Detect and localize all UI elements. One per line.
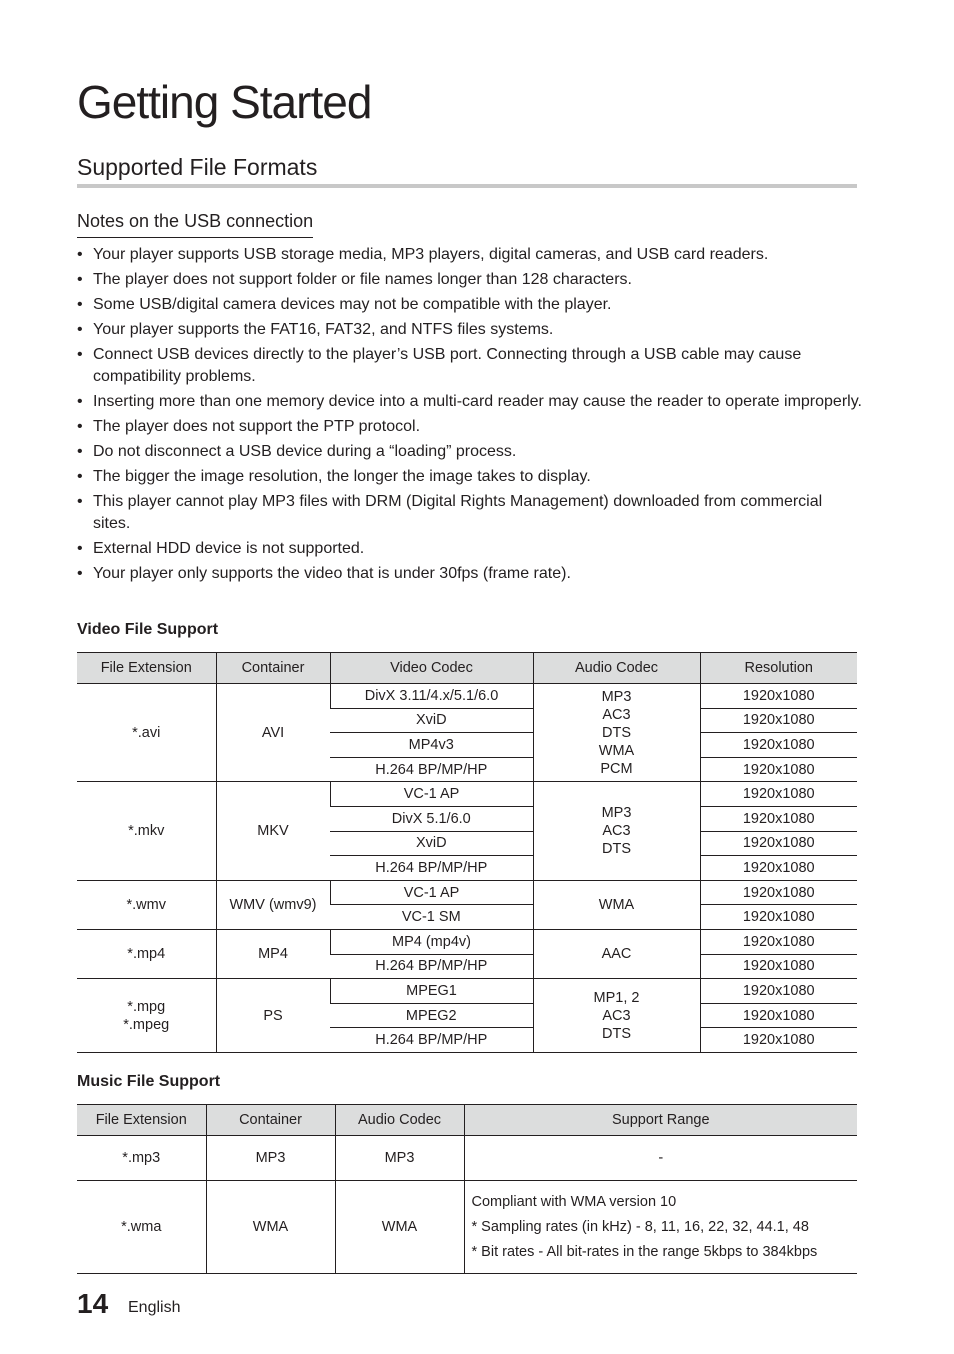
container-cell: WMV (wmv9) xyxy=(216,880,330,929)
note-item xyxy=(77,344,862,388)
note-item xyxy=(77,269,862,291)
note-text: External HDD device is not supported. xyxy=(93,540,365,557)
header-resolution: Resolution xyxy=(700,653,857,684)
notes-title: Notes on the USB connection xyxy=(77,208,313,238)
audio-codec-cell xyxy=(533,979,700,1053)
video-codec-cell: XviD xyxy=(330,831,533,856)
header-file-extension: File Extension xyxy=(77,1105,206,1136)
file-extension-cell xyxy=(77,684,216,782)
video-codec-cell: VC-1 SM xyxy=(330,905,533,930)
file-extension: *.avi xyxy=(132,724,161,741)
audio-codec: DTS xyxy=(602,724,631,741)
note-text: Connect USB devices directly to the player’s USB port. Connecting through a USB cable may cause compatibility problems. xyxy=(93,346,802,385)
audio-codec-cell: MP3 xyxy=(335,1136,464,1181)
audio-codec-cell xyxy=(533,684,700,782)
note-text: Your player supports USB storage media, MP3 players, digital cameras, and USB card readers. xyxy=(93,246,769,263)
bullet: • xyxy=(77,271,83,288)
support-range-line: * Sampling rates (in kHz) - 8, 11, 16, 22, 32, 44.1, 48 xyxy=(471,1218,809,1235)
audio-codec: PCM xyxy=(600,760,633,777)
file-extension-cell: *.wma xyxy=(77,1181,206,1274)
file-extension: *.wmv xyxy=(126,896,166,913)
table-row xyxy=(77,880,857,905)
music-support-heading: Music File Support xyxy=(77,1073,221,1090)
audio-codec-cell xyxy=(533,782,700,880)
resolution-cell: 1920x1080 xyxy=(700,684,857,709)
audio-codec: WMA xyxy=(598,896,635,913)
table-row xyxy=(77,1181,857,1274)
container-cell: MP3 xyxy=(206,1136,335,1181)
bullet: • xyxy=(77,418,83,435)
table-row xyxy=(77,684,857,709)
video-support-heading: Video File Support xyxy=(77,621,219,638)
note-item xyxy=(77,391,862,413)
file-extension: *.mp4 xyxy=(127,946,166,963)
support-range-line: * Bit rates - All bit-rates in the range 5kbps to 384kbps xyxy=(471,1243,818,1260)
audio-codec: DTS xyxy=(602,1025,631,1042)
video-codec-cell: MPEG1 xyxy=(330,979,533,1004)
video-codec-cell: MPEG2 xyxy=(330,1003,533,1028)
header-file-extension: File Extension xyxy=(77,653,216,684)
header-video-codec: Video Codec xyxy=(330,653,533,684)
note-text: Do not disconnect a USB device during a “loading” process. xyxy=(93,443,517,460)
file-extension: *.mpeg xyxy=(123,1016,170,1033)
table-row xyxy=(77,1136,857,1181)
video-codec-cell: VC-1 AP xyxy=(330,782,533,807)
resolution-cell: 1920x1080 xyxy=(700,929,857,954)
resolution-cell: 1920x1080 xyxy=(700,708,857,733)
note-text: Your player supports the FAT16, FAT32, and NTFS files systems. xyxy=(93,321,554,338)
file-extension-cell xyxy=(77,880,216,929)
resolution-cell: 1920x1080 xyxy=(700,856,857,881)
note-item xyxy=(77,294,862,316)
note-text: Some USB/digital camera devices may not be compatible with the player. xyxy=(93,296,612,313)
resolution-cell: 1920x1080 xyxy=(700,831,857,856)
note-item xyxy=(77,416,862,438)
resolution-cell: 1920x1080 xyxy=(700,954,857,979)
resolution-cell: 1920x1080 xyxy=(700,782,857,807)
header-container: Container xyxy=(206,1105,335,1136)
audio-codec: AC3 xyxy=(602,823,631,840)
video-codec-cell: H.264 BP/MP/HP xyxy=(330,954,533,979)
video-codec-cell: VC-1 AP xyxy=(330,880,533,905)
resolution-cell: 1920x1080 xyxy=(700,733,857,758)
resolution-cell: 1920x1080 xyxy=(700,757,857,782)
audio-codec: AC3 xyxy=(602,1007,631,1024)
audio-codec: WMA xyxy=(598,742,635,759)
support-range-line: Compliant with WMA version 10 xyxy=(471,1193,677,1210)
support-range-cell xyxy=(464,1181,857,1274)
note-text: The player does not support folder or file names longer than 128 characters. xyxy=(93,271,632,288)
audio-codec: MP3 xyxy=(601,805,632,822)
header-support-range: Support Range xyxy=(464,1105,857,1136)
note-text: Your player only supports the video that is under 30fps (frame rate). xyxy=(93,565,571,582)
container-cell: MP4 xyxy=(216,929,330,978)
video-codec-cell: DivX 3.11/4.x/5.1/6.0 xyxy=(330,684,533,709)
video-codec-cell: H.264 BP/MP/HP xyxy=(330,1028,533,1053)
usb-notes-list xyxy=(77,244,862,588)
bullet: • xyxy=(77,468,83,485)
music-support-table xyxy=(77,1104,857,1274)
video-codec-cell: MP4v3 xyxy=(330,733,533,758)
note-text: The bigger the image resolution, the longer the image takes to display. xyxy=(93,468,591,485)
video-codec-cell: H.264 BP/MP/HP xyxy=(330,757,533,782)
container-cell: AVI xyxy=(216,684,330,782)
table-row xyxy=(77,979,857,1004)
resolution-cell: 1920x1080 xyxy=(700,806,857,831)
audio-codec: AC3 xyxy=(602,706,631,723)
audio-codec: AAC xyxy=(601,946,632,963)
support-range-cell xyxy=(464,1136,857,1181)
video-codec-cell: MP4 (mp4v) xyxy=(330,929,533,954)
video-support-table xyxy=(77,652,857,1053)
audio-codec-cell: WMA xyxy=(335,1181,464,1274)
container-cell: WMA xyxy=(206,1181,335,1274)
resolution-cell: 1920x1080 xyxy=(700,905,857,930)
note-text: The player does not support the PTP protocol. xyxy=(93,418,421,435)
note-text: Inserting more than one memory device into a multi-card reader may cause the reader to operate improperly. xyxy=(93,393,862,410)
resolution-cell: 1920x1080 xyxy=(700,880,857,905)
video-codec-cell: XviD xyxy=(330,708,533,733)
resolution-cell: 1920x1080 xyxy=(700,1003,857,1028)
bullet: • xyxy=(77,393,83,410)
audio-codec-cell xyxy=(533,929,700,978)
table-row xyxy=(77,929,857,954)
audio-codec: MP3 xyxy=(601,688,632,705)
section-divider xyxy=(77,184,857,188)
page-number: 14 xyxy=(77,1288,109,1319)
file-extension: *.mpg xyxy=(127,998,166,1015)
note-item xyxy=(77,319,862,341)
file-extension-cell xyxy=(77,929,216,978)
audio-codec: DTS xyxy=(602,841,631,858)
container-cell: PS xyxy=(216,979,330,1053)
chapter-title: Getting Started xyxy=(77,76,372,128)
video-codec-cell: DivX 5.1/6.0 xyxy=(330,806,533,831)
video-codec-cell: H.264 BP/MP/HP xyxy=(330,856,533,881)
file-extension-cell: *.mp3 xyxy=(122,1150,161,1166)
file-extension: *.mkv xyxy=(128,823,165,840)
header-container: Container xyxy=(216,653,330,684)
section-title: Supported File Formats xyxy=(77,154,318,180)
bullet: • xyxy=(77,565,83,582)
file-extension-cell xyxy=(77,782,216,880)
bullet: • xyxy=(77,493,83,510)
audio-codec-cell xyxy=(533,880,700,929)
note-item xyxy=(77,538,862,560)
bullet: • xyxy=(77,246,83,263)
note-item xyxy=(77,491,862,535)
resolution-cell: 1920x1080 xyxy=(700,979,857,1004)
note-item xyxy=(77,563,862,585)
support-range-line: - xyxy=(658,1150,664,1166)
bullet: • xyxy=(77,296,83,313)
bullet: • xyxy=(77,321,83,338)
note-text: This player cannot play MP3 files with DRM (Digital Rights Management) downloaded from commercial sites. xyxy=(93,493,823,532)
header-audio-codec: Audio Codec xyxy=(335,1105,464,1136)
container-cell: MKV xyxy=(216,782,330,880)
header-audio-codec: Audio Codec xyxy=(533,653,700,684)
note-item xyxy=(77,466,862,488)
bullet: • xyxy=(77,540,83,557)
audio-codec: MP1, 2 xyxy=(593,989,640,1006)
resolution-cell: 1920x1080 xyxy=(700,1028,857,1053)
note-item xyxy=(77,244,862,266)
table-row xyxy=(77,782,857,807)
page-language: English xyxy=(128,1299,181,1316)
note-item xyxy=(77,441,862,463)
bullet: • xyxy=(77,443,83,460)
bullet: • xyxy=(77,346,83,363)
file-extension-cell xyxy=(77,979,216,1053)
